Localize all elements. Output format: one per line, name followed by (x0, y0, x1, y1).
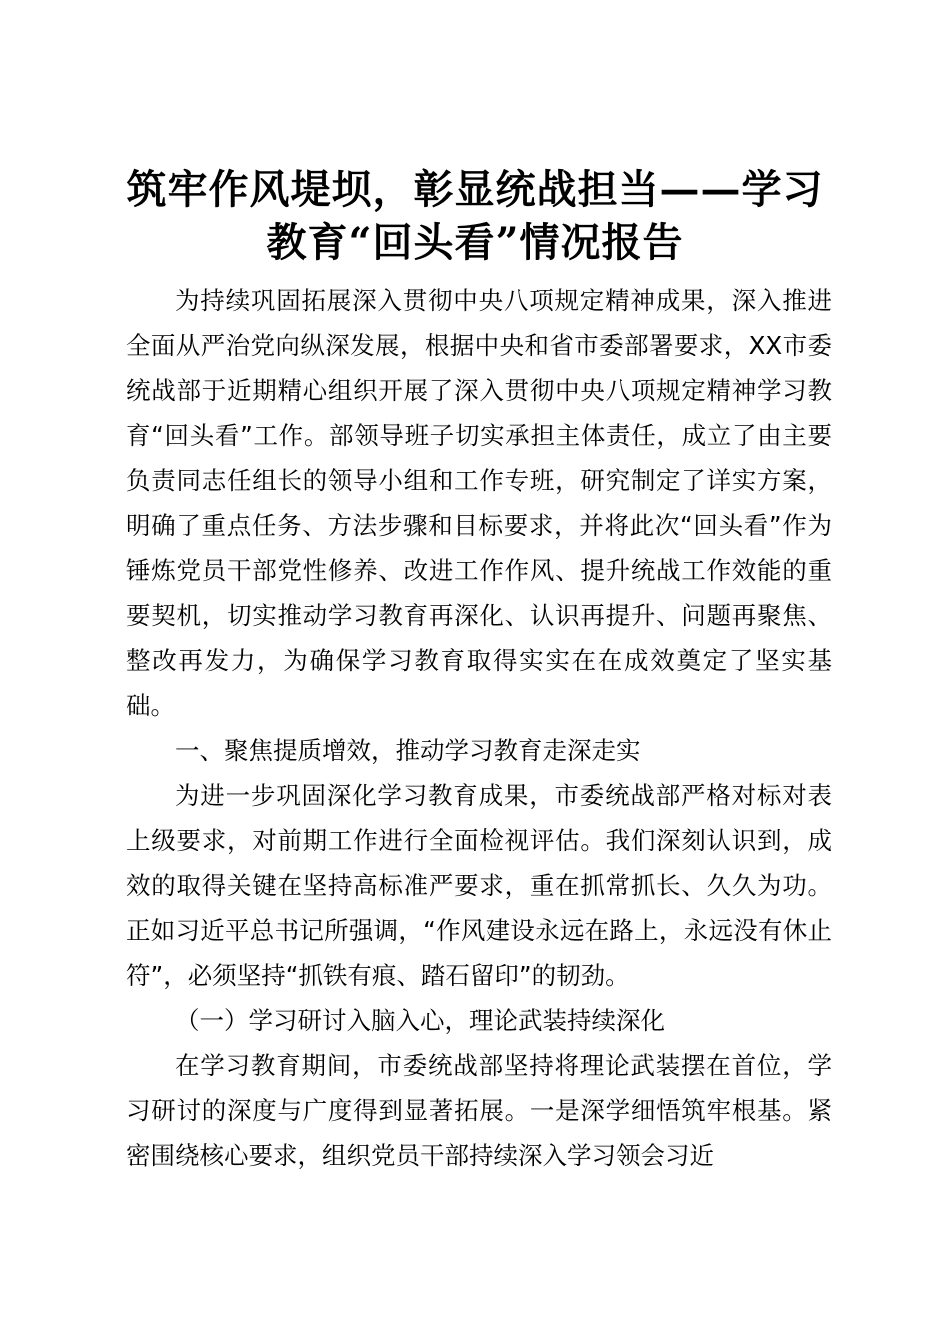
section-heading-1: 一、聚焦提质增效，推动学习教育走深走实 (175, 736, 641, 765)
subsection-1-paragraph: 在学习教育期间，市委统战部坚持将理论武装摆在首位，学习研讨的深度与广度得到显著拓展。一是深学细悟筑牢根基。紧密围绕核心要求，组织党员干部持续深入学习领会习近 (126, 1051, 832, 1170)
document-title: 筑牢作风堤坝，彰显统战担当——学习教育“回头看”情况报告 (126, 166, 824, 266)
intro-paragraph: 为持续巩固拓展深入贯彻中央八项规定精神成果，深入推进全面从严治党向纵深发展，根据中央和省市委部署要求，XX市委统战部于近期精心组织开展了深入贯彻中央八项规定精神学习教育“回头看”工作。部领导班子切实承担主体责任，成立了由主要负责同志任组长的领导小组和工作专班，研究制定了详实方案，明确了重点任务、方法步骤和目标要求，并将此次“回头看”作为锤炼党员干部党性修养、改进工作作风、提升统战工作效能的重要契机，切实推动学习教育再深化、认识再提升、问题再聚焦、整改再发力，为确保学习教育取得实实在在成效奠定了坚实基础。 (126, 286, 832, 720)
section-1-paragraph: 为进一步巩固深化学习教育成果，市委统战部严格对标对表上级要求，对前期工作进行全面检视评估。我们深刻认识到，成效的取得关键在坚持高标准严要求，重在抓常抓长、久久为功。正如习近平总书记所强调，“作风建设永远在路上，永远没有休止符”，必须坚持“抓铁有痕、踏石留印”的韧劲。 (126, 781, 832, 990)
document-body (126, 278, 832, 1178)
subsection-heading-1: （一）学习研讨入脑入心，理论武装持续深化 (175, 1006, 665, 1035)
